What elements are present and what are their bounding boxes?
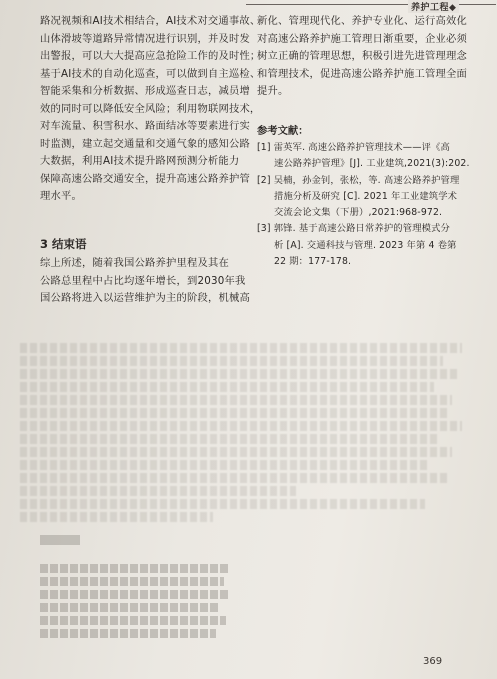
text-line: 效的同时可以降低安全风险；利用物联网技术， <box>40 102 261 115</box>
text-line: 山体滑坡等道路异常情况进行识别，并及时发 <box>40 32 250 45</box>
reference-line: 析 [A]. 交通科技与管理. 2023 年第 4 卷第 <box>274 239 457 251</box>
text-line: 提升。 <box>257 85 289 97</box>
text-line: 保障高速公路交通安全，提升高速公路养护管 <box>40 172 250 185</box>
conclusion-text <box>40 255 250 308</box>
show-through-heading <box>40 535 80 545</box>
text-line: 新化、管理现代化、养护专业化、运行高效化 <box>257 15 467 27</box>
text-line: 时监测，建立起交通量和交通气象的感知公路 <box>40 137 250 150</box>
text-line: 国公路将进入以运营维护为主的阶段，机械高 <box>40 292 250 304</box>
references-title: 参考文献： <box>257 125 309 137</box>
text-line: 基于AI技术的自动化巡查，可以做到自主巡检、 <box>40 67 261 80</box>
show-through-text <box>20 340 480 525</box>
text-line: 路况视频和AI技术相结合，AI技术对交通事故、 <box>40 15 261 27</box>
text-line: 树立正确的管理思想，积极引进先进管理理念 <box>257 50 467 62</box>
text-line: 公路总里程中占比均逐年增长，到2030年我 <box>40 274 246 287</box>
text-line: 理水平。 <box>40 190 82 202</box>
text-line: 大数据，利用AI技术提升路网预测分析能力 <box>40 155 240 167</box>
section-heading-conclusion: 3 结束语 <box>40 237 87 251</box>
reference-line: 交流会论文集（下册）,2021:968-972. <box>274 207 443 219</box>
text-line: 和管理技术，促进高速公路养护施工管理全面 <box>257 67 467 80</box>
text-line: 对车流量、积雪积水、路面结冰等要素进行实 <box>40 120 250 132</box>
page-number: 369 <box>423 656 443 667</box>
running-head: 养护工程◆ <box>408 0 459 13</box>
reference-line: [2] 吴楠，孙金钊，张松，等. 高速公路养护管理 <box>257 174 460 186</box>
reference-line: [3] 郭锋. 基于高速公路日常养护的管理模式分 <box>257 223 450 235</box>
right-column-text <box>257 13 467 101</box>
text-line: 出警报，可以大大提高应急抢险工作的及时性； <box>40 50 261 62</box>
reference-line: 22 期：177-178. <box>274 256 352 268</box>
text-line: 智能采集和分析数据、形成巡查日志，减员增 <box>40 85 250 97</box>
reference-line: 速公路养护管理》[J]. 工业建筑,2021(3):202. <box>274 158 470 170</box>
reference-line: 措施分析及研究 [C]. 2021 年工业建筑学术 <box>274 190 458 202</box>
left-column-text <box>40 13 261 206</box>
reference-line: [1] 雷英军. 高速公路养护管理技术——评《高 <box>257 142 450 153</box>
text-line: 综上所述，随着我国公路养护里程及其在 <box>40 257 229 269</box>
show-through-text-bottom <box>40 560 240 642</box>
references-list <box>257 140 472 270</box>
text-line: 对高速公路养护施工管理日渐重要，企业必须 <box>257 32 467 45</box>
